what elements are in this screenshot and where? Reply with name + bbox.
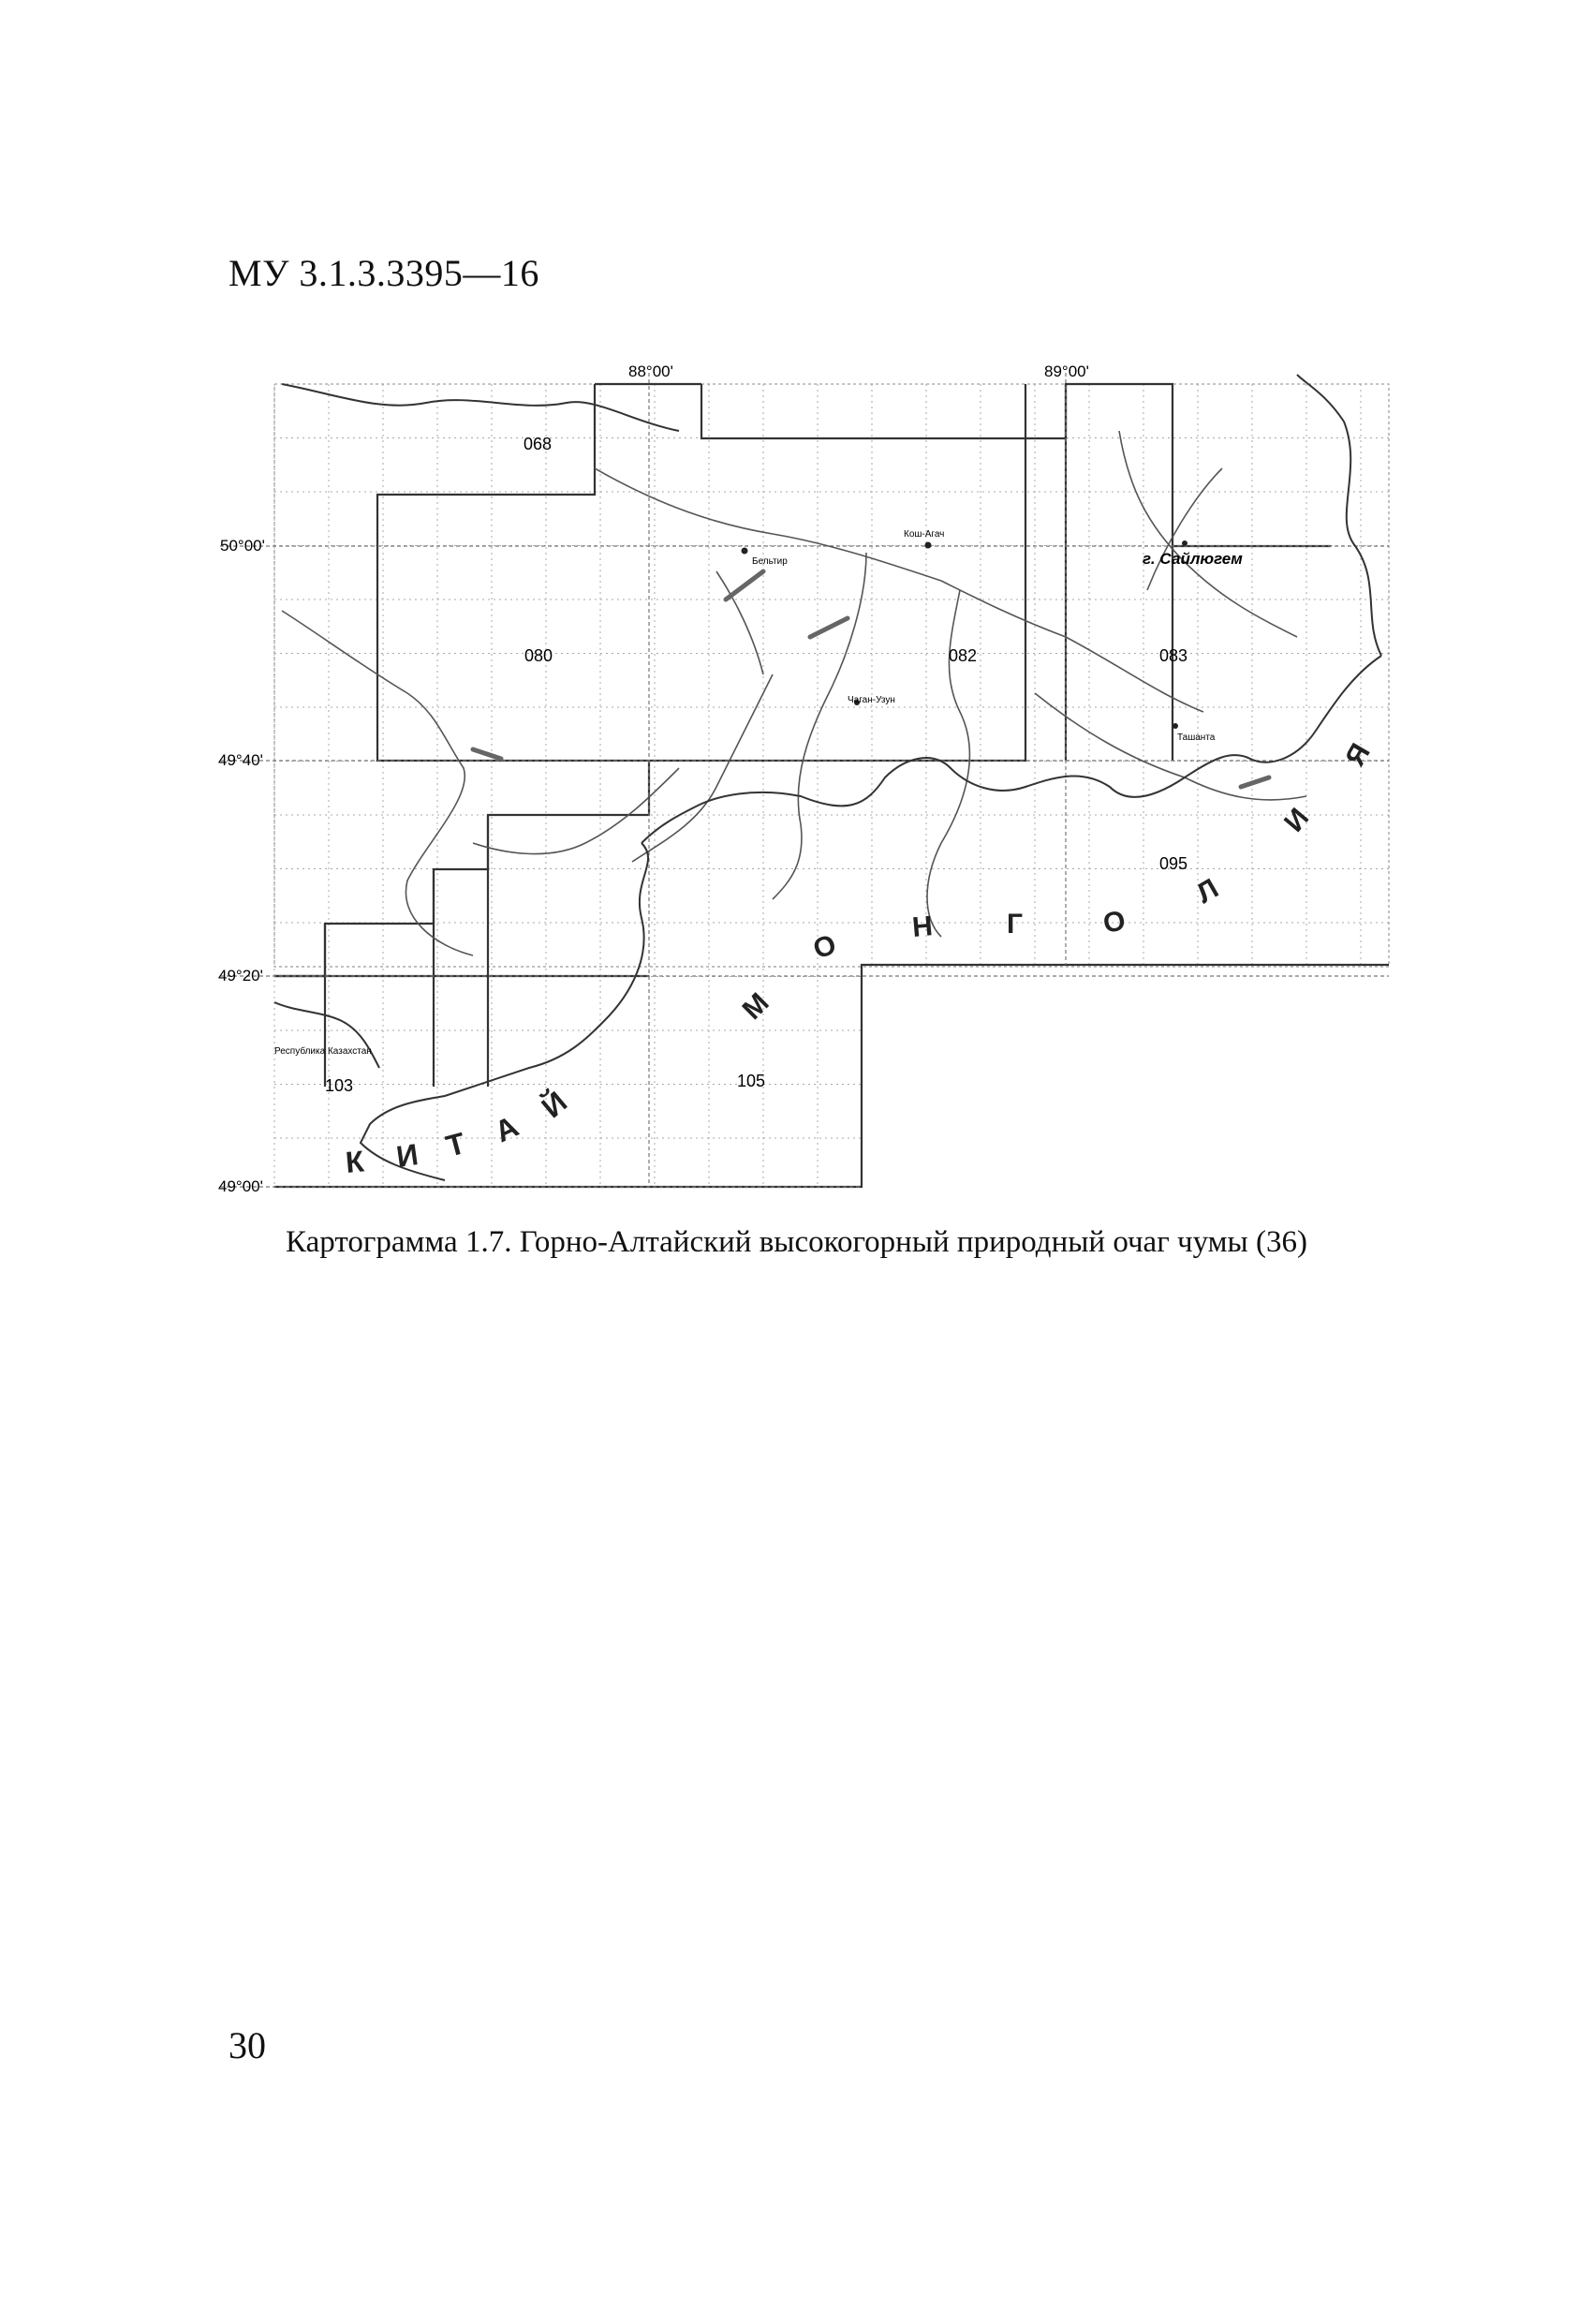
place-label-tashanta: Ташанта xyxy=(1177,733,1216,743)
coordinate-grid xyxy=(274,384,1389,1187)
china-letter: К xyxy=(344,1144,366,1179)
lat-label-50: 50°00' xyxy=(220,537,265,555)
document-code: МУ 3.1.3.3395—16 xyxy=(229,252,539,294)
mongolia-letter: Г xyxy=(1007,909,1024,940)
sheet-label-105: 105 xyxy=(737,1072,766,1090)
place-label-beltir: Бельтир xyxy=(752,556,788,567)
mongolia-letter: О xyxy=(809,928,841,966)
country-label-china xyxy=(344,1085,573,1179)
lakes xyxy=(473,571,1269,787)
mongolia-letter: М xyxy=(736,986,775,1026)
lat-label-4940: 49°40' xyxy=(218,751,263,769)
figure-caption: Картограмма 1.7. Горно-Алтайский высокогорный природный очаг чумы (36) xyxy=(286,1225,1307,1259)
place-label-kazakhstan: Республика Казахстан xyxy=(274,1046,372,1057)
sheet-label-095: 095 xyxy=(1159,854,1188,873)
sheet-label-068: 068 xyxy=(524,435,553,453)
place-label-kosh-agach: Кош-Агач xyxy=(904,529,945,540)
lat-label-4900: 49°00' xyxy=(218,1177,263,1195)
china-letter: И xyxy=(393,1137,420,1174)
map-frame xyxy=(274,384,1389,967)
place-label-saylyugem: г. Сайлюгем xyxy=(1143,550,1243,568)
settlement-markers xyxy=(742,540,1188,729)
map-figure xyxy=(192,356,1409,1204)
sheet-label-103: 103 xyxy=(325,1076,354,1095)
sheet-label-082: 082 xyxy=(949,646,978,665)
cartogram-map xyxy=(192,356,1409,1199)
page-number: 30 xyxy=(229,2024,266,2066)
mongolia-letter: Н xyxy=(910,910,935,943)
lat-label-4920: 49°20' xyxy=(218,967,263,984)
mongolia-letter: И xyxy=(1278,802,1316,838)
china-letter: Й xyxy=(535,1085,574,1125)
lon-label-89: 89°00' xyxy=(1044,363,1089,380)
mongolia-letter: О xyxy=(1100,905,1128,940)
rivers xyxy=(282,431,1306,955)
sheet-label-083: 083 xyxy=(1159,646,1188,665)
china-letter: А xyxy=(489,1108,524,1149)
country-label-mongolia xyxy=(737,738,1377,1026)
china-letter: Т xyxy=(442,1125,469,1163)
sheet-outlines xyxy=(274,384,1389,1187)
place-label-chagan-uzun: Чаган-Узун xyxy=(848,695,895,705)
mongolia-letter: Я xyxy=(1339,738,1377,772)
sheet-label-080: 080 xyxy=(524,646,553,665)
mongolia-letter: Л xyxy=(1191,872,1224,910)
lon-label-88: 88°00' xyxy=(628,363,673,380)
